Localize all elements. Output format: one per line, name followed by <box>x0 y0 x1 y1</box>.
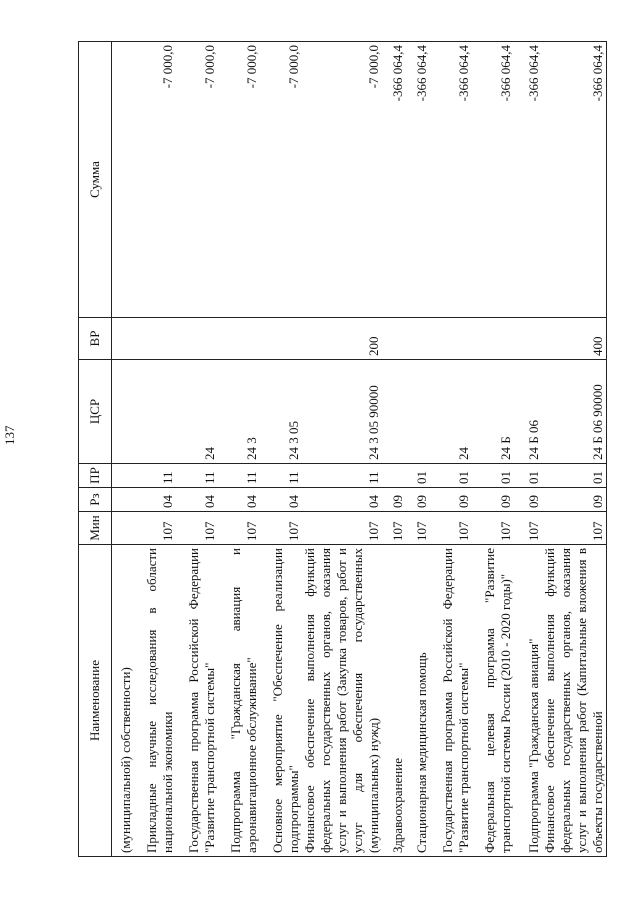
table-row <box>514 42 542 857</box>
row-csr: 24 Б 06 <box>514 360 542 464</box>
row-vr <box>406 318 430 360</box>
row-csr: 24 3 05 90000 <box>302 360 382 464</box>
row-csr <box>134 360 176 464</box>
budget-table <box>78 41 607 857</box>
row-pr: 11 <box>302 464 382 488</box>
row-pr: 11 <box>218 464 260 488</box>
row-pr: 11 <box>176 464 218 488</box>
col-header-csr: ЦСР <box>79 360 112 464</box>
row-pr: 01 <box>430 464 472 488</box>
row-rz <box>112 488 134 512</box>
row-name: Основное мероприятие "Обеспечение реализации подпрограммы" <box>260 545 302 857</box>
col-header-rz: Рз <box>79 488 112 512</box>
row-name: Финансовое обеспечение выполнения функций федеральных государственных органов, оказания услуг и выполнения работ (Закупка товаров, работ и услуг для обеспечения государственных (муниципальных) нужд) <box>302 545 382 857</box>
row-vr <box>112 318 134 360</box>
table-row <box>112 42 134 857</box>
row-name: Подпрограмма "Гражданская авиация и аэронавигационное обслуживание" <box>218 545 260 857</box>
row-pr <box>112 464 134 488</box>
row-name: Федеральная целевая программа "Развитие транспортной системы России (2010 - 2020 годы)" <box>472 545 514 857</box>
table-row <box>382 42 406 857</box>
row-name: Государственная программа Российской Федерации "Развитие транспортной системы" <box>430 545 472 857</box>
row-min: 107 <box>382 512 406 545</box>
row-csr: 24 Б 06 90000 <box>542 360 607 464</box>
row-sum: -7 000,0 <box>176 42 218 318</box>
row-rz: 04 <box>134 488 176 512</box>
row-name: Здравоохранение <box>382 545 406 857</box>
col-header-min: Мин <box>79 512 112 545</box>
row-vr <box>514 318 542 360</box>
row-sum: -366 064,4 <box>472 42 514 318</box>
row-vr: 400 <box>542 318 607 360</box>
row-rz: 04 <box>218 488 260 512</box>
col-header-name: Наименование <box>79 545 112 857</box>
row-min: 107 <box>134 512 176 545</box>
row-csr: 24 <box>176 360 218 464</box>
row-rz: 09 <box>382 488 406 512</box>
table-row <box>260 42 302 857</box>
col-header-vr: ВР <box>79 318 112 360</box>
row-name: (муниципальной) собственности) <box>112 545 134 857</box>
row-vr <box>382 318 406 360</box>
row-min: 107 <box>472 512 514 545</box>
row-vr <box>430 318 472 360</box>
row-vr <box>134 318 176 360</box>
row-sum: -366 064,4 <box>514 42 542 318</box>
row-csr <box>382 360 406 464</box>
table-row <box>134 42 176 857</box>
row-min: 107 <box>514 512 542 545</box>
row-csr: 24 3 <box>218 360 260 464</box>
row-pr: 01 <box>406 464 430 488</box>
row-rz: 09 <box>542 488 607 512</box>
row-name: Стационарная медицинская помощь <box>406 545 430 857</box>
row-csr: 24 3 05 <box>260 360 302 464</box>
row-sum: -366 064,4 <box>406 42 430 318</box>
row-rz: 09 <box>406 488 430 512</box>
table-row <box>472 42 514 857</box>
row-vr <box>472 318 514 360</box>
row-sum: -366 064,4 <box>542 42 607 318</box>
row-sum: -7 000,0 <box>218 42 260 318</box>
row-min: 107 <box>260 512 302 545</box>
row-rz: 04 <box>260 488 302 512</box>
table-header-row <box>79 42 112 857</box>
table-row <box>406 42 430 857</box>
row-name: Подпрограмма "Гражданская авиация" <box>514 545 542 857</box>
col-header-sum: Сумма <box>79 42 112 318</box>
table-row <box>218 42 260 857</box>
row-min <box>112 512 134 545</box>
row-vr <box>218 318 260 360</box>
table-row <box>302 42 382 857</box>
row-pr: 01 <box>542 464 607 488</box>
row-pr: 11 <box>260 464 302 488</box>
row-min: 107 <box>302 512 382 545</box>
col-header-pr: ПР <box>79 464 112 488</box>
row-csr: 24 Б <box>472 360 514 464</box>
row-sum: -366 064,4 <box>382 42 406 318</box>
row-name: Прикладные научные исследования в области национальной экономики <box>134 545 176 857</box>
row-min: 107 <box>430 512 472 545</box>
row-pr: 01 <box>472 464 514 488</box>
row-sum <box>112 42 134 318</box>
row-csr: 24 <box>430 360 472 464</box>
row-sum: -366 064,4 <box>430 42 472 318</box>
row-rz: 09 <box>514 488 542 512</box>
row-vr: 200 <box>302 318 382 360</box>
row-min: 107 <box>218 512 260 545</box>
row-min: 107 <box>176 512 218 545</box>
row-pr: 01 <box>514 464 542 488</box>
row-sum: -7 000,0 <box>260 42 302 318</box>
row-name: Государственная программа Российской Федерации "Развитие транспортной системы" <box>176 545 218 857</box>
row-min: 107 <box>542 512 607 545</box>
page-number: 137 <box>2 425 17 445</box>
row-min: 107 <box>406 512 430 545</box>
row-csr <box>406 360 430 464</box>
row-vr <box>260 318 302 360</box>
row-rz: 04 <box>302 488 382 512</box>
row-name: Финансовое обеспечение выполнения функций федеральных государственных органов, оказания услуг и выполнения работ (Капитальные вложения в объекты государственной <box>542 545 607 857</box>
table-row <box>542 42 607 857</box>
row-sum: -7 000,0 <box>134 42 176 318</box>
row-csr <box>112 360 134 464</box>
row-rz: 09 <box>472 488 514 512</box>
row-sum: -7 000,0 <box>302 42 382 318</box>
table-row <box>176 42 218 857</box>
row-pr: 11 <box>134 464 176 488</box>
row-rz: 09 <box>430 488 472 512</box>
row-vr <box>176 318 218 360</box>
row-rz: 04 <box>176 488 218 512</box>
table-row <box>430 42 472 857</box>
row-pr <box>382 464 406 488</box>
